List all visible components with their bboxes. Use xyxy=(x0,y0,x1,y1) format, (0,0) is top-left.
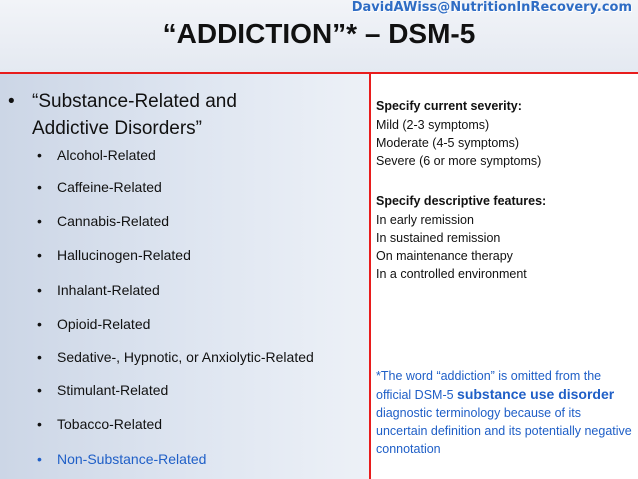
list-item-label: Hallucinogen-Related xyxy=(57,247,191,263)
list-item-label: Inhalant-Related xyxy=(57,282,160,298)
main-bullet xyxy=(8,88,363,142)
list-item: • Stimulant-Related xyxy=(37,382,169,398)
severity-line: Severe (6 or more symptoms) xyxy=(376,154,542,168)
descriptive-line: In early remission xyxy=(376,213,474,227)
slide-title: “ADDICTION”* – DSM-5 xyxy=(162,18,476,49)
list-item-label: Caffeine-Related xyxy=(57,179,162,195)
list-item-label: Stimulant-Related xyxy=(57,382,169,398)
footnote xyxy=(376,367,634,458)
list-item-label: Non-Substance-Related xyxy=(57,451,207,467)
list-item-label: Tobacco-Related xyxy=(57,416,163,432)
list-item-label: Opioid-Related xyxy=(57,316,151,332)
severity-line: Mild (2-3 symptoms) xyxy=(376,118,490,132)
list-item: • Non-Substance-Related xyxy=(37,451,207,467)
list-item-label: Alcohol-Related xyxy=(57,147,156,163)
list-item: • Inhalant-Related xyxy=(37,282,160,298)
list-item: • Opioid-Related xyxy=(37,316,151,332)
vertical-divider xyxy=(369,74,371,479)
footnote-text: diagnostic terminology because of its uncertain definition and its potentially negative connotation xyxy=(376,406,632,456)
main-bullet-line2: Addictive Disorders” xyxy=(32,118,202,139)
descriptive-heading: Specify descriptive features: xyxy=(376,194,547,208)
severity-line: Moderate (4-5 symptoms) xyxy=(376,136,520,150)
descriptive-line: In sustained remission xyxy=(376,231,501,245)
descriptive-line: In a controlled environment xyxy=(376,267,527,281)
list-item: • Hallucinogen-Related xyxy=(37,247,191,263)
severity-heading: Specify current severity: xyxy=(376,99,522,113)
list-item: • Tobacco-Related xyxy=(37,416,163,432)
author-credit: DavidAWiss@NutritionInRecovery.com xyxy=(351,0,632,15)
list-item: • Caffeine-Related xyxy=(37,179,162,195)
list-item: • Alcohol-Related xyxy=(37,147,156,163)
main-bullet-line1: “Substance-Related and xyxy=(32,91,237,112)
list-item-label: Sedative-, Hypnotic, or Anxiolytic-Related xyxy=(57,349,314,365)
footnote-text: *The word “addiction” is omitted from the official DSM-5 xyxy=(376,369,602,402)
list-item-label: Cannabis-Related xyxy=(57,213,170,229)
list-item: • Sedative-, Hypnotic, or Anxiolytic-Related xyxy=(37,349,314,365)
descriptive-line: On maintenance therapy xyxy=(376,249,513,263)
main-bullet-dot: • xyxy=(8,91,15,112)
list-item: • Cannabis-Related xyxy=(37,213,170,229)
footnote-highlight: substance use disorder xyxy=(457,386,615,402)
